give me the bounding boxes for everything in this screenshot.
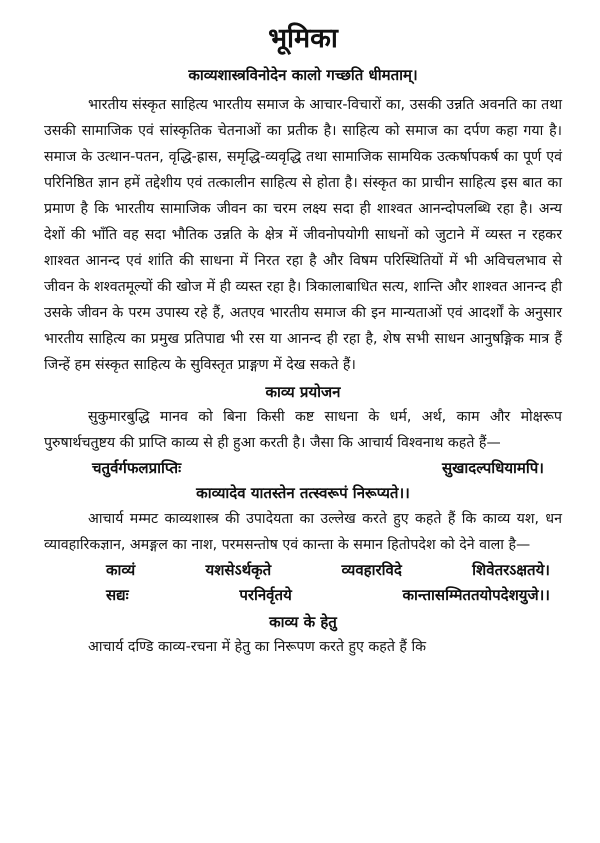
paragraph-mammata: आचार्य मम्मट काव्यशास्त्र की उपादेयता का उल्लेख करते हुए कहते हैं कि काव्य यश, धन व्यावहारिकज्ञान, अमङ्गल का नाश, परमसन्तोष एवं कान्ता के समान हितोपदेश को देने वाला है— [44,511,562,553]
verse-mammata [44,558,562,608]
verse-word: सद्यः [106,586,129,604]
verse-line [44,583,562,608]
verse-word: यशसेऽर्थकृते [205,561,272,579]
paragraph-intro: भारतीय संस्कृत साहित्य भारतीय समाज के आचार-विचारों का, उसकी उन्नति अवनति का तथा उसकी सामाजिक एवं सांस्कृतिक चेतनाओं का प्रतीक है। साहित्य को समाज का दर्पण कहा गया है। समाज के उत्थान-पतन, वृद्धि-ह्रास, समृद्धि-व्यवृद्धि तथा सामाजिक सामयिक उत्कर्षापकर्ष का पूर्ण एवं परिनिष्ठित ज्ञान हमें तद्देशीय एवं तत्कालीन साहित्य से होता है। संस्कृत का प्राचीन साहित्य इस बात का प्रमाण है कि भारतीय सामाजिक जीवन का चरम लक्ष्य सदा ही शाश्वत आनन्दोपलब्धि रहा है। अन्य देशों की भाँति वह सदा भौतिक उन्नति के क्षेत्र में जीवनोपयोगी साधनों को जुटाने में व्यस्त न रहकर शाश्वत आनन्द एवं शांति की साधना में निरत रहा है और विषम परिस्थितियों में भी अविचलभाव से जीवन के शश्वतमूल्यों की खोज में ही व्यस्त रहा है। त्रिकालाबाधित सत्य, शान्ति और शाश्वत आनन्द ही उसके जीवन के परम उपास्य रहे हैं, अतएव भारतीय समाज की इन मान्यताओं एवं आदर्शों के अनुसार भारतीय साहित्य का प्रमुख प्रतिपाद्य भी रस या आनन्द ही रहा है, शेष सभी साधन आनुषङ्गिक मात्र हैं जिन्हें हम संस्कृत साहित्य के सुविस्तृत प्राङ्गण में देख सकते हैं। [44,97,562,373]
verse-pada: चतुर्वर्गफलप्राप्तिः [92,459,182,477]
epigraph: काव्यशास्त्रविनोदेन कालो गच्छति धीमताम्। [188,66,418,84]
paragraph-hetu: आचार्य दण्डि काव्य-रचना में हेतु का निरूपण करते हुए कहते हैं कि [88,639,427,655]
section-heading-prayojan: काव्य प्रयोजन [265,383,341,401]
verse-pada: सुखादल्पधियामपि। [442,459,544,477]
paragraph-prayojan: सुकुमारबुद्धि मानव को बिना किसी कष्ट साधना के धर्म, अर्थ, काम और मोक्षरूप पुरुषार्थचतुष्टय की प्राप्ति काव्य से ही हुआ करती है। जैसा कि आचार्य विश्वनाथ कहते हैं— [44,409,562,451]
verse-pada: काव्यादेव यातस्तेन तत्स्वरूपं निरूप्यते।। [196,484,410,502]
verse-vishwanath [44,456,562,506]
verse-word: कान्तासम्मिततयोपदेशयुजे।। [402,586,550,604]
verse-word: शिवेतरऽक्षतये। [472,561,550,579]
verse-word: परनिर्वृतये [239,586,292,604]
verse-line [44,456,562,481]
verse-line [44,481,562,506]
section-heading-hetu: काव्य के हेतु [269,613,337,631]
verse-word: व्यवहारविदे [341,561,402,579]
verse-line [44,558,562,583]
verse-word: काव्यं [106,561,136,579]
page-title: भूमिका [268,23,338,54]
